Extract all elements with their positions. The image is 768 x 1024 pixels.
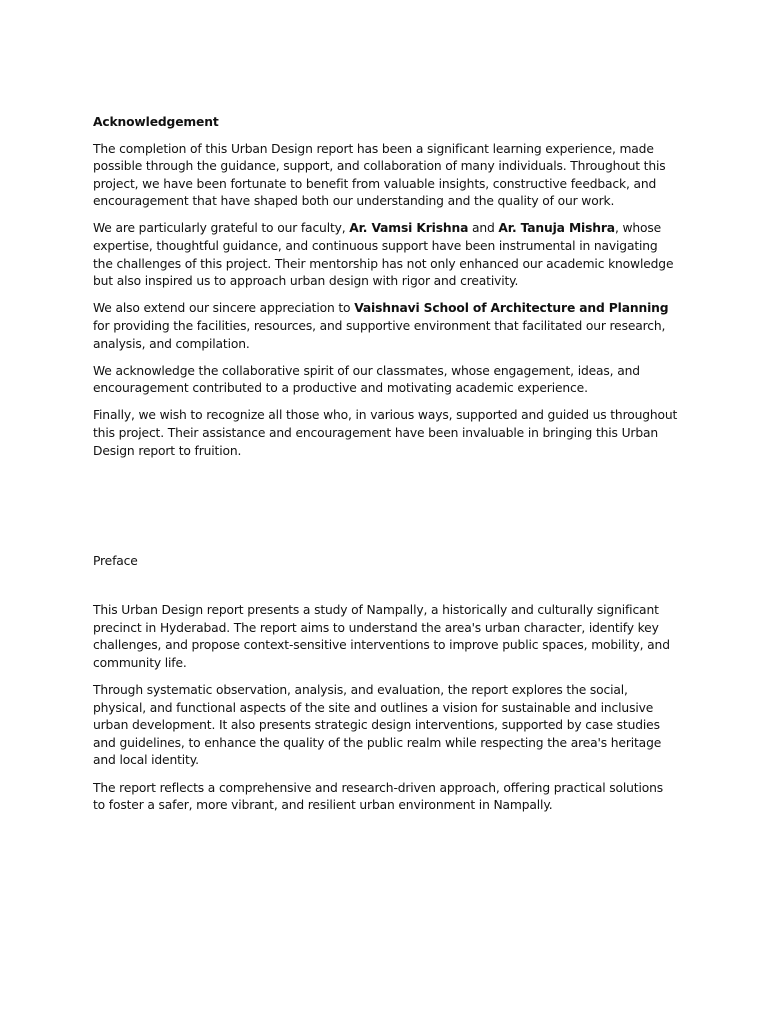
acknowledgement-paragraph-1: The completion of this Urban Design report has been a significant learning experience, made possible through the guidance, support, and collaboration of many individuals. Throughout this project, we have been fortunate to benefit from valuable insights, constructive feedback, and encouragement that have shaped both our understanding and the quality of our work.	[93, 141, 666, 209]
acknowledgement-heading: Acknowledgement	[93, 115, 219, 129]
preface-paragraph-1: This Urban Design report presents a study of Nampally, a historically and culturally significant precinct in Hyderabad. The report aims to understand the area's urban character, identify key challenges, and propose context-sensitive interventions to improve public spaces, mobility, and community life.	[93, 603, 670, 670]
acknowledgement-paragraph-5: Finally, we wish to recognize all those who, in various ways, supported and guided us throughout this project. Their assistance and encouragement have been invaluable in bringing this Urban Design report to fruition.	[93, 408, 678, 458]
paragraph-text: , whose expertise, thoughtful guidance, and continuous support have been instrumental in navigating the challenges of this project. Their mentorship has not only enhanced our academic knowledge but also inspired us to approach urban design with rigor and creativity.	[93, 221, 674, 289]
preface-heading: Preface	[93, 553, 138, 568]
document-body	[93, 114, 678, 824]
faculty-name-2: Ar. Tanuja Mishra	[498, 221, 615, 236]
paragraph-text: We are particularly grateful to our faculty,	[93, 221, 350, 236]
acknowledgement-paragraph-3	[93, 300, 678, 353]
preface-paragraph-3: The report reflects a comprehensive and research-driven approach, offering practical solutions to foster a safer, more vibrant, and resilient urban environment in Nampally.	[93, 780, 664, 813]
faculty-name-1: Ar. Vamsi Krishna	[349, 221, 469, 236]
section-spacer	[93, 570, 678, 602]
school-name: Vaishnavi School of Architecture and Planning	[354, 301, 669, 316]
acknowledgement-paragraph-4: We acknowledge the collaborative spirit of our classmates, whose engagement, ideas, and encouragement contributed to a productive and motivating academic experience.	[93, 363, 640, 396]
paragraph-text: We also extend our sincere appreciation to	[93, 301, 355, 316]
paragraph-text: for providing the facilities, resources, and supportive environment that facilitated our research, analysis, and compilation.	[93, 318, 666, 351]
acknowledgement-paragraph-2	[93, 220, 678, 290]
paragraph-text: and	[468, 221, 499, 236]
preface-paragraph-2: Through systematic observation, analysis, and evaluation, the report explores the social, physical, and functional aspects of the site and outlines a vision for sustainable and inclusive urban development. It also presents strategic design interventions, supported by case studies and guidelines, to enhance the quality of the public realm while respecting the area's heritage and local identity.	[93, 683, 662, 768]
section-spacer	[93, 470, 678, 553]
